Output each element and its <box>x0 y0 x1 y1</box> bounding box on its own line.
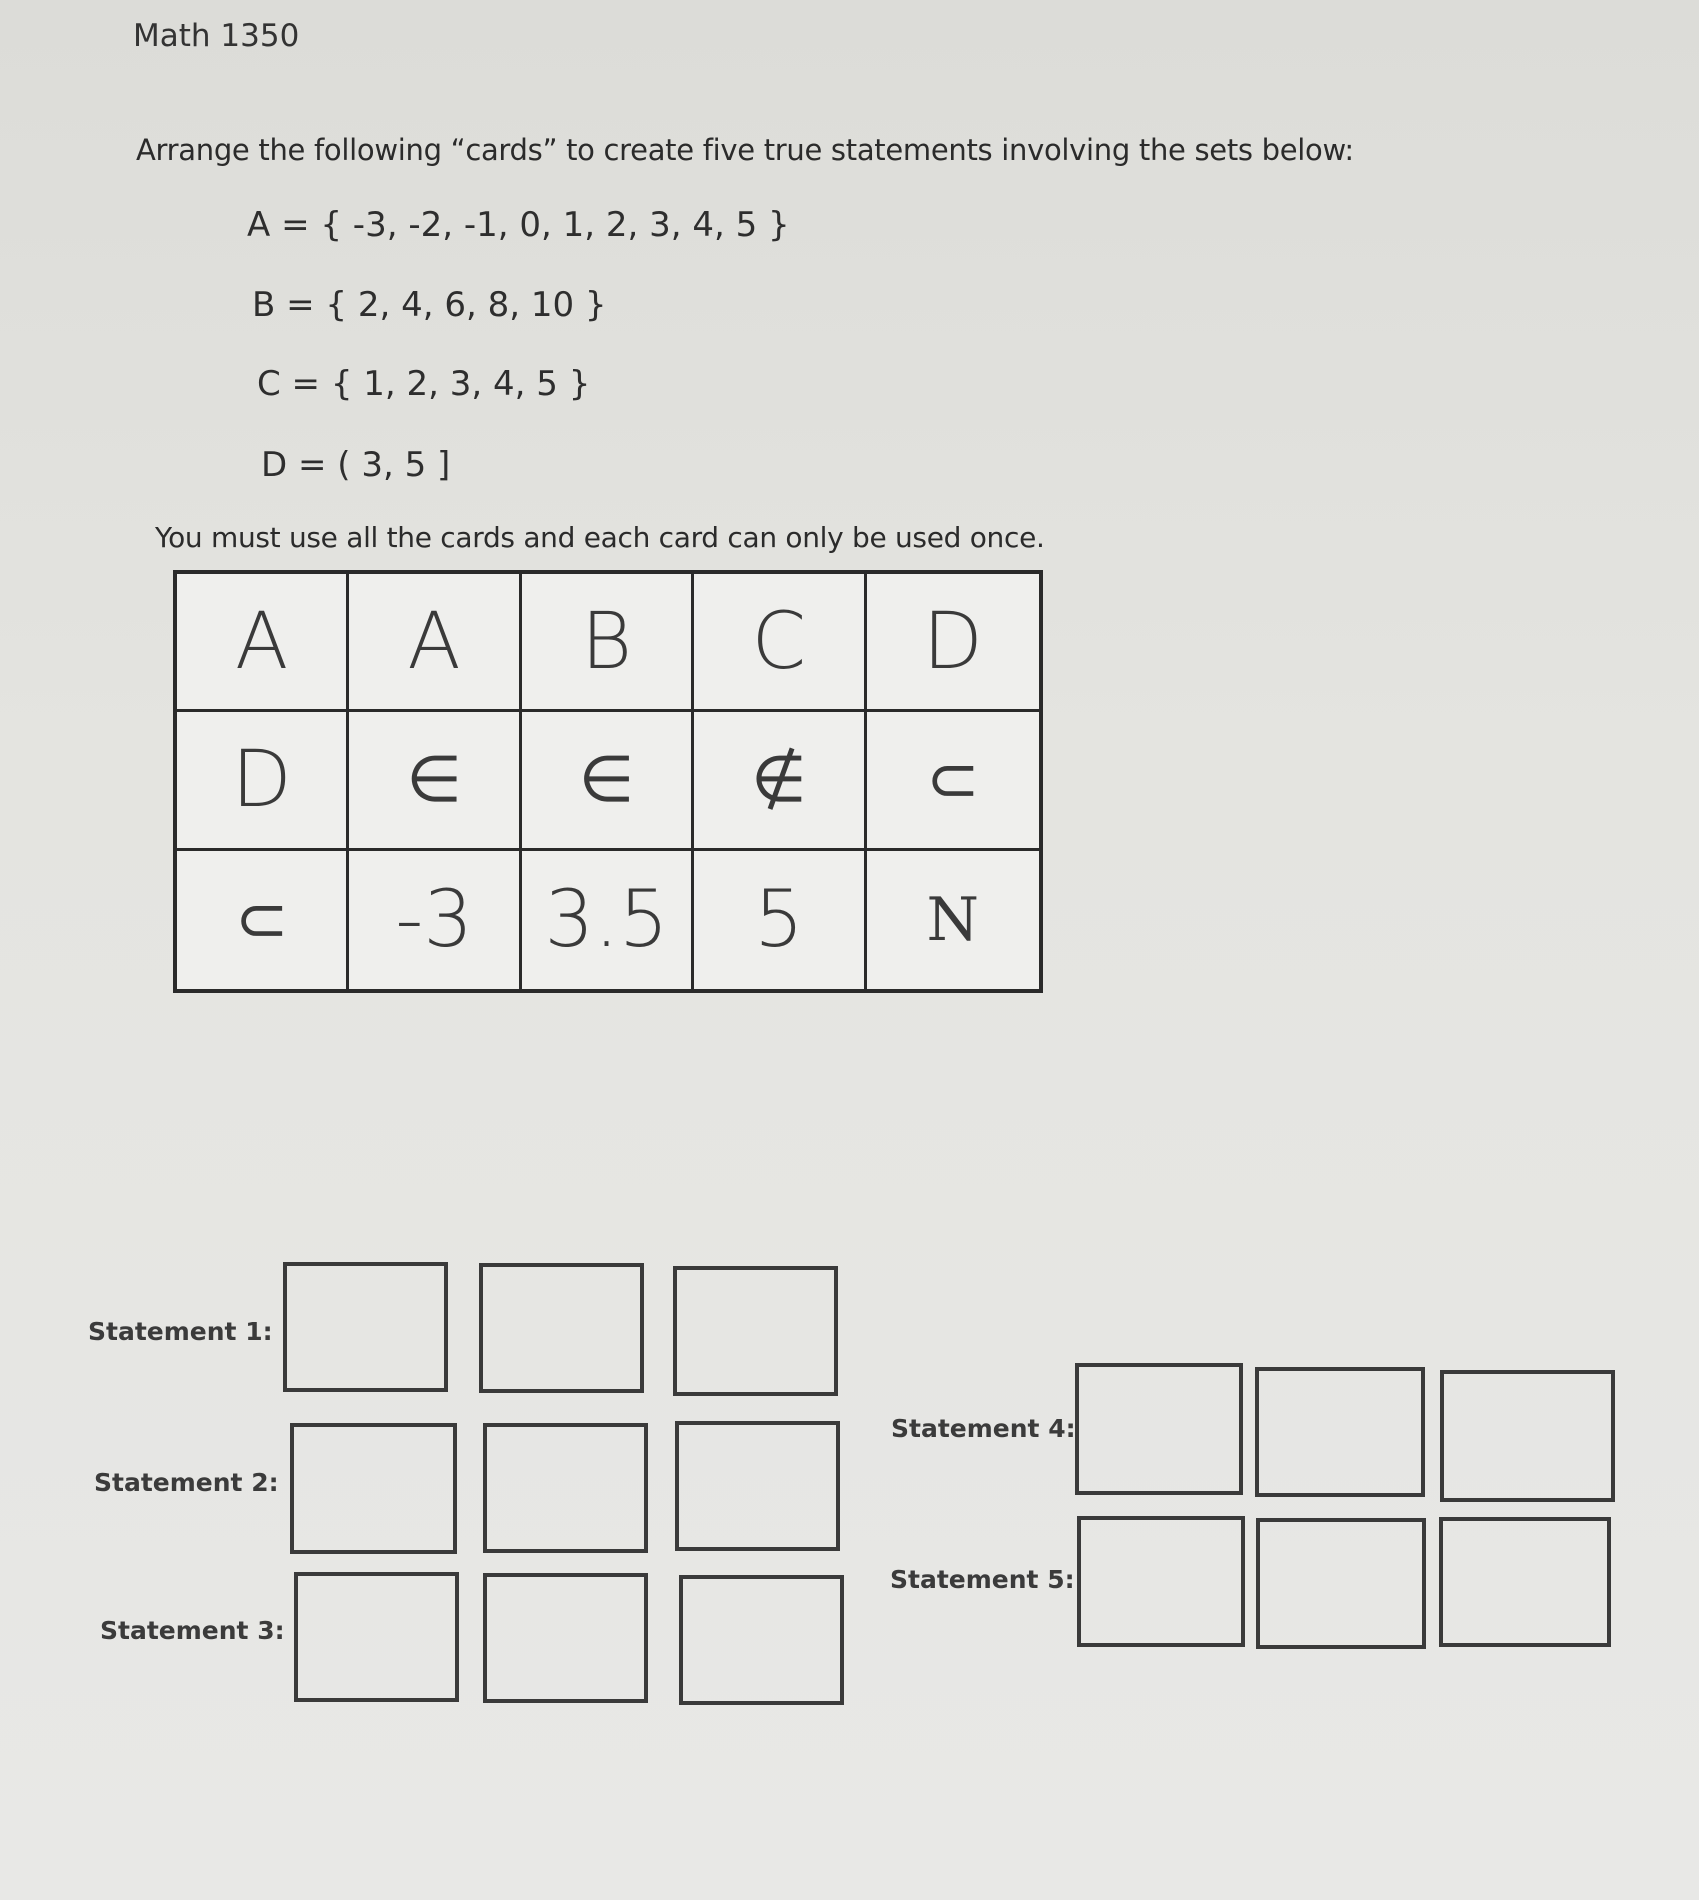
card-natural-numbers[interactable]: N <box>926 884 980 955</box>
statement-4-label: Statement 4: <box>891 1414 1076 1443</box>
card-element-of-2[interactable]: ∈ <box>522 712 694 850</box>
set-c-definition: C = { 1, 2, 3, 4, 5 } <box>257 364 591 404</box>
card-b[interactable]: B <box>522 574 694 712</box>
statement-2-label: Statement 2: <box>94 1468 279 1497</box>
card-subset-1[interactable]: ⊂ <box>867 712 1039 850</box>
card-c[interactable]: C <box>694 574 866 712</box>
cards-table <box>173 570 1043 993</box>
statement-2-slot-3[interactable] <box>675 1421 840 1551</box>
statement-4-slot-3[interactable] <box>1440 1370 1615 1502</box>
statement-3-slot-2[interactable] <box>483 1573 648 1703</box>
card-subset-2[interactable]: ⊂ <box>177 851 349 989</box>
statement-3-slot-1[interactable] <box>294 1572 459 1702</box>
card-element-of-1[interactable]: ∈ <box>349 712 521 850</box>
card-a-1[interactable]: A <box>177 574 349 712</box>
card-a-2[interactable]: A <box>349 574 521 712</box>
statement-1-slot-1[interactable] <box>283 1262 448 1392</box>
statement-5-slot-1[interactable] <box>1077 1516 1245 1647</box>
statement-4-slot-1[interactable] <box>1075 1363 1243 1495</box>
card-d-1[interactable]: D <box>867 574 1039 712</box>
card-not-element-of[interactable]: ∉ <box>694 712 866 850</box>
card-three-point-five[interactable]: 3.5 <box>522 851 694 989</box>
statement-2-slot-2[interactable] <box>483 1423 648 1553</box>
statement-2-slot-1[interactable] <box>290 1423 457 1554</box>
card-d-2[interactable]: D <box>177 712 349 850</box>
set-a-definition: A = { -3, -2, -1, 0, 1, 2, 3, 4, 5 } <box>247 205 790 245</box>
statement-1-slot-3[interactable] <box>673 1266 838 1396</box>
card-negative-three[interactable]: -3 <box>349 851 521 989</box>
set-d-definition: D = ( 3, 5 ] <box>261 445 451 485</box>
statement-5-slot-2[interactable] <box>1256 1518 1426 1649</box>
statement-1-slot-2[interactable] <box>479 1263 644 1393</box>
statement-5-slot-3[interactable] <box>1439 1517 1611 1647</box>
statement-4-slot-2[interactable] <box>1255 1367 1425 1497</box>
card-five[interactable]: 5 <box>694 851 866 989</box>
statement-1-label: Statement 1: <box>88 1317 273 1346</box>
statement-5-label: Statement 5: <box>890 1565 1075 1594</box>
statement-3-label: Statement 3: <box>100 1616 285 1645</box>
course-title: Math 1350 <box>133 18 300 54</box>
statement-3-slot-3[interactable] <box>679 1575 844 1705</box>
instructions-text: Arrange the following “cards” to create five true statements involving the sets below: <box>136 133 1354 167</box>
rule-text: You must use all the cards and each card can only be used once. <box>155 521 1045 554</box>
set-b-definition: B = { 2, 4, 6, 8, 10 } <box>252 285 607 325</box>
